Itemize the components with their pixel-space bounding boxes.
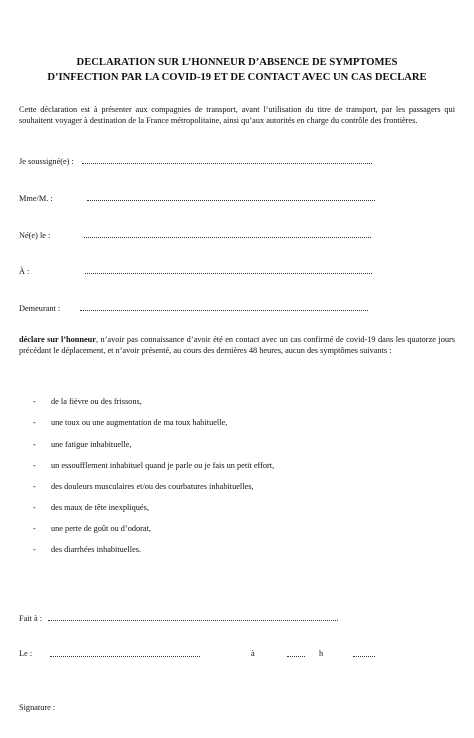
title-line-1: DECLARATION SUR L’HONNEUR D’ABSENCE DE SYMPTOMES: [76, 57, 398, 68]
fill-line-a[interactable]: [85, 266, 372, 274]
symptom-text: des diarrhées inhabituelles.: [51, 545, 142, 554]
field-label-soussigne: Je soussigné(e) :: [19, 157, 74, 166]
fill-line-ne[interactable]: [84, 230, 371, 238]
symptom-item: [33, 461, 274, 470]
field-fait: [19, 613, 459, 623]
symptom-text: une toux ou une augmentation de ma toux habituelle,: [51, 418, 228, 427]
bullet-dash: -: [33, 503, 36, 512]
bullet-dash: -: [33, 397, 36, 406]
field-label-a: À :: [19, 267, 30, 276]
signature-label: Signature :: [19, 703, 56, 712]
field-label-le: Le :: [19, 649, 33, 658]
symptom-item: [33, 503, 149, 512]
fill-line-soussigne[interactable]: [82, 156, 372, 164]
field-soussigne: [19, 156, 459, 166]
field-label-mme: Mme/M. :: [19, 194, 53, 203]
fill-line-fait[interactable]: [48, 613, 338, 621]
title-line-2: D’INFECTION PAR LA COVID-19 ET DE CONTACT AVEC UN CAS DECLARE: [47, 72, 427, 83]
field-a: [19, 266, 459, 276]
intro-paragraph: Cette déclaration est à présenter aux compagnies de transport, avant l’utilisation du titre de transport, par les passagers qui souhaitent voyager à destination de la France métropolitaine, ainsi qu’aux autorités en charge du contrôle des frontières.: [19, 105, 455, 125]
declaration-text: , n’avoir pas connaissance d’avoir été en contact avec un cas confirmé de covid-19 dans les quatorze jours précédant le déplacement, et n’avoir présenté, au cours des dernières 48 heures, aucun des symptômes suivants :: [19, 335, 455, 355]
bullet-dash: -: [33, 440, 36, 449]
symptom-item: [33, 418, 227, 427]
fill-line-le[interactable]: [50, 649, 200, 657]
symptom-item: [33, 397, 142, 406]
symptom-text: un essoufflement inhabituel quand je parle ou je fais un petit effort,: [51, 461, 275, 470]
bullet-dash: -: [33, 461, 36, 470]
field-label-demeurant: Demeurant :: [19, 304, 61, 313]
field-demeurant: [19, 303, 459, 313]
field-label-ne: Né(e) le :: [19, 231, 51, 240]
bullet-dash: -: [33, 418, 36, 427]
symptom-item: [33, 440, 131, 449]
bullet-dash: -: [33, 545, 36, 554]
symptom-text: une fatigue inhabituelle,: [51, 440, 132, 449]
fill-line-minutes[interactable]: [353, 649, 375, 657]
symptom-text: des douleurs musculaires et/ou des courbatures inhabituelles,: [51, 482, 254, 491]
field-label-fait: Fait à :: [19, 614, 43, 623]
symptom-text: des maux de tête inexpliqués,: [51, 503, 149, 512]
label-a-time: à: [251, 649, 255, 658]
bullet-dash: -: [33, 482, 36, 491]
symptom-text: de la fièvre ou des frissons,: [51, 397, 142, 406]
label-h: h: [319, 649, 324, 658]
document-title: [0, 55, 474, 85]
symptom-item: [33, 545, 141, 554]
symptom-item: [33, 524, 151, 533]
declaration-bold: déclare sur l’honneur: [19, 335, 96, 344]
fill-line-mme[interactable]: [87, 193, 375, 201]
symptom-text: une perte de goût ou d’odorat,: [51, 524, 151, 533]
fill-line-hour[interactable]: [287, 649, 305, 657]
field-ne: [19, 230, 459, 240]
symptom-item: [33, 482, 254, 491]
declaration-paragraph: [19, 334, 455, 356]
bullet-dash: -: [33, 524, 36, 533]
field-mme: [19, 193, 459, 203]
fill-line-demeurant[interactable]: [80, 303, 368, 311]
